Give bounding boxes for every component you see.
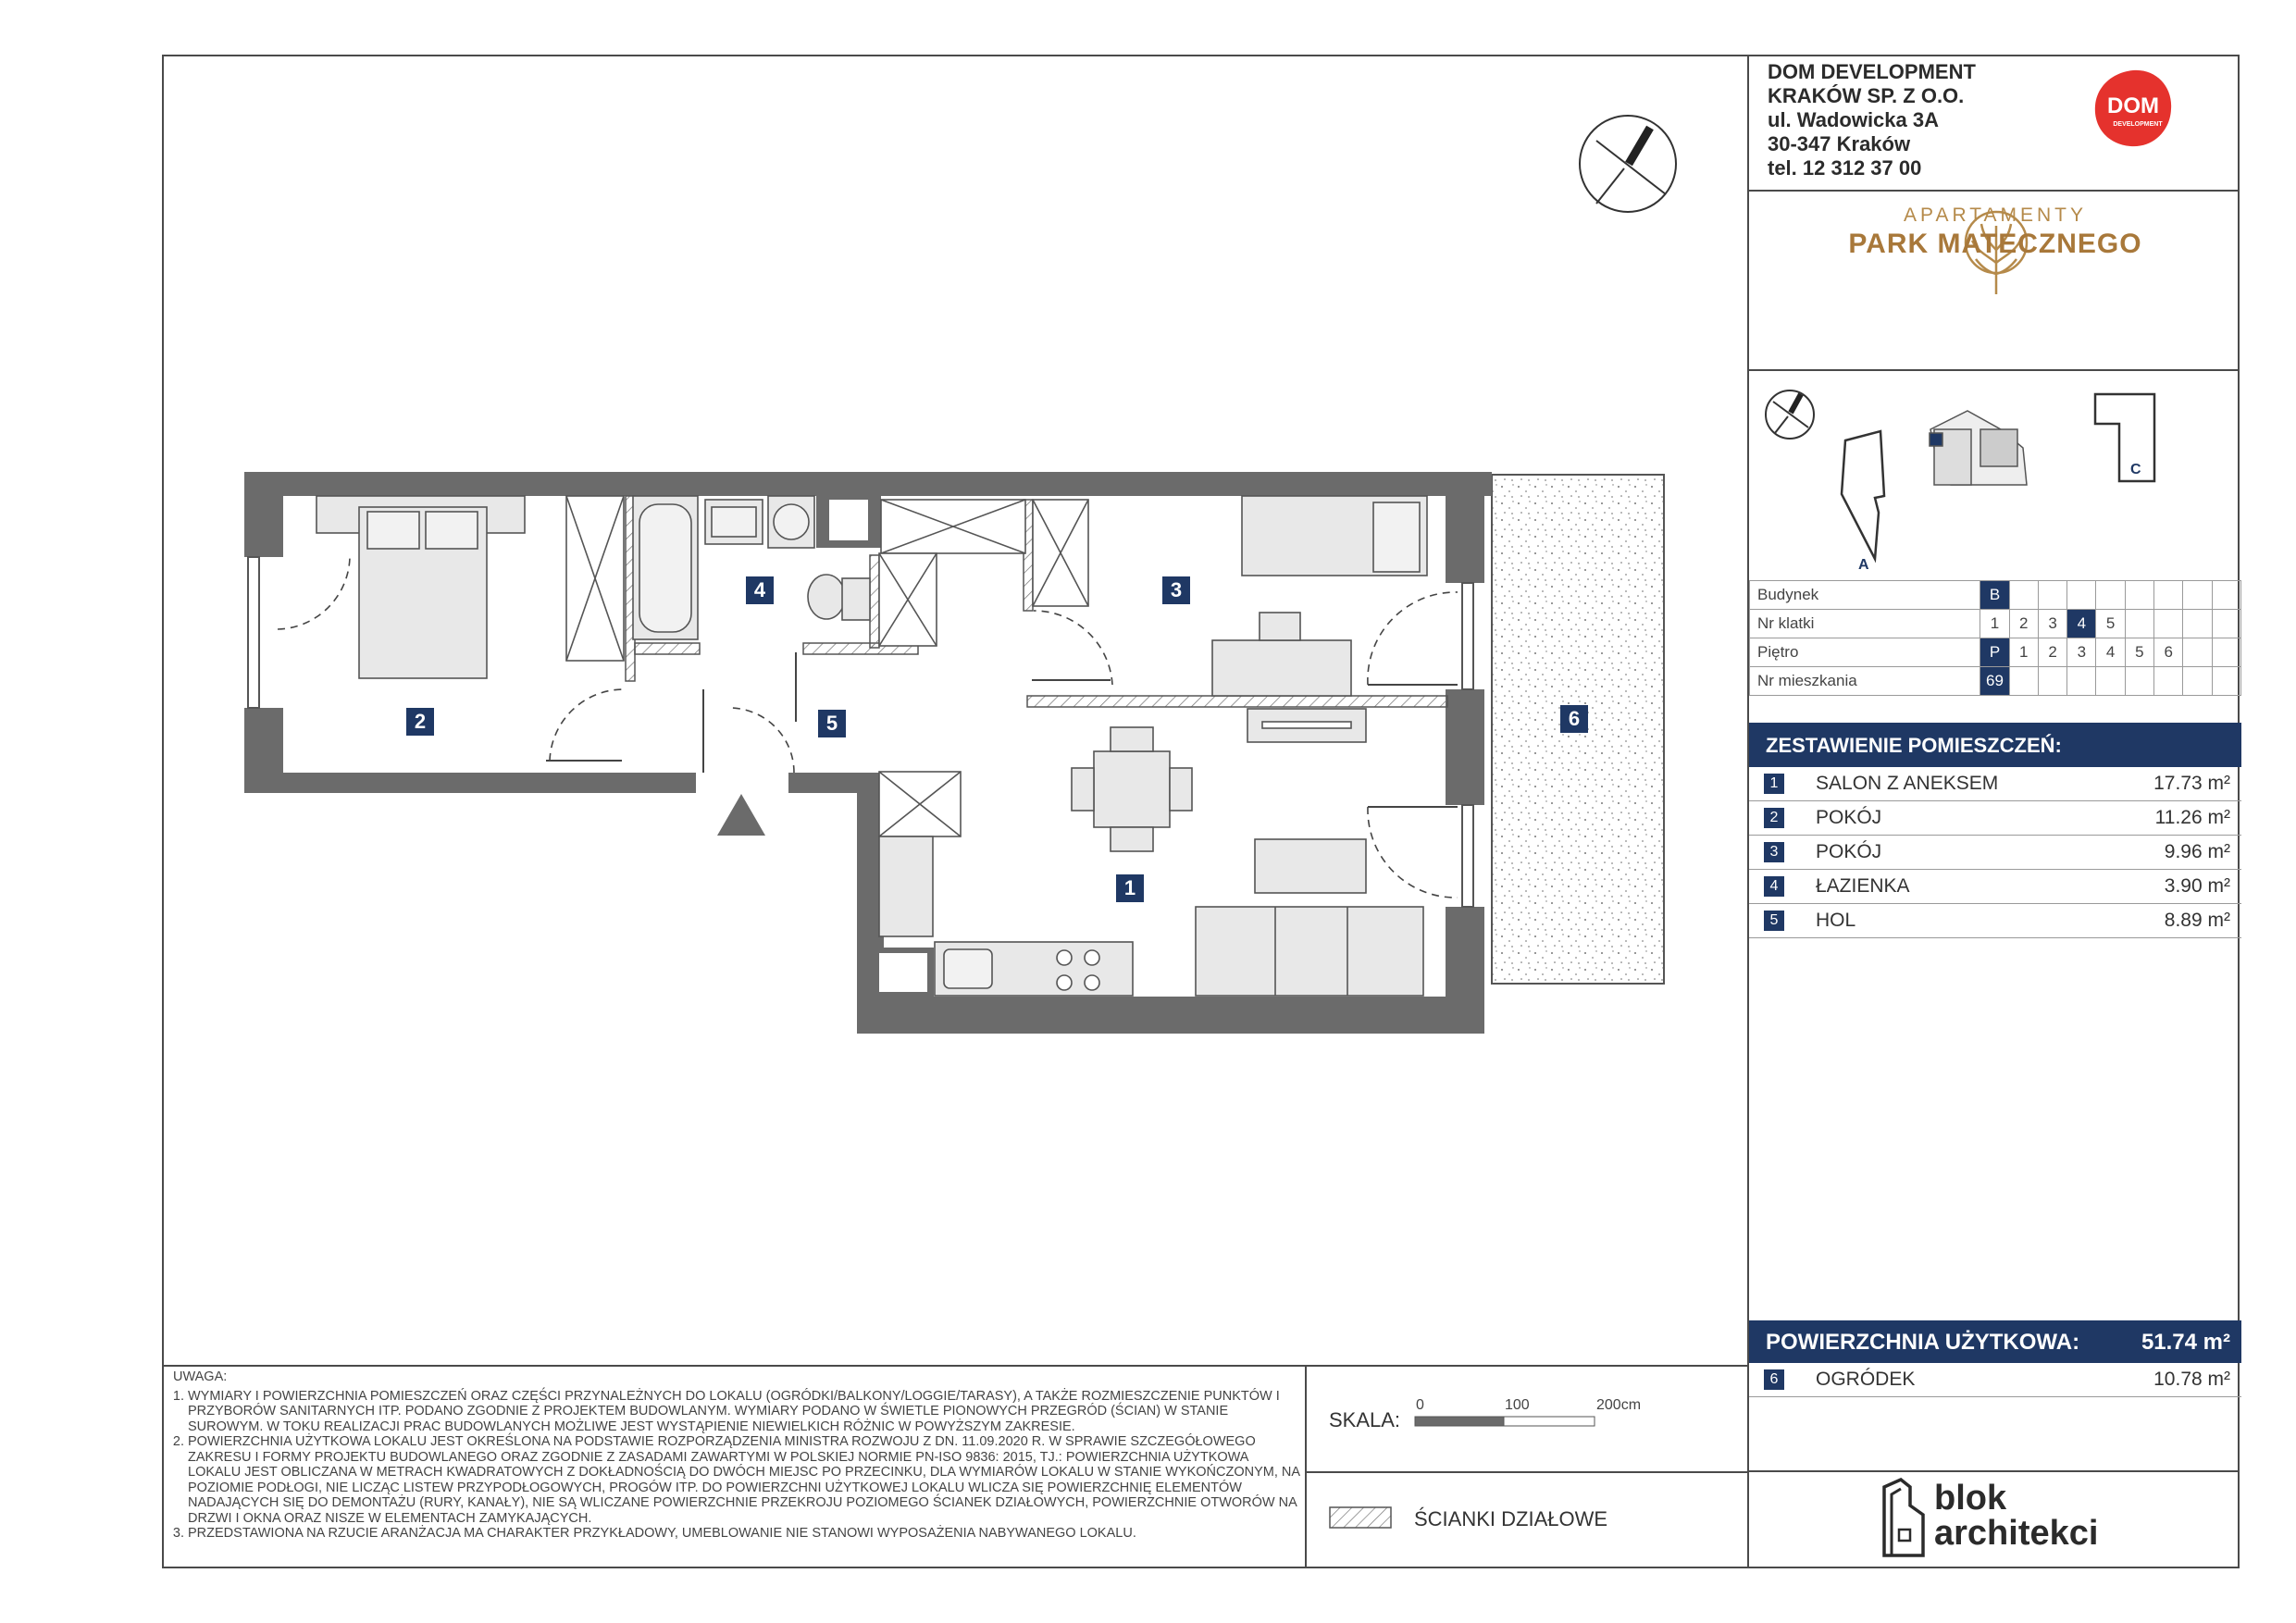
company-phone: tel. 12 312 37 00	[1768, 156, 1922, 180]
info-label: Piętro	[1750, 638, 1980, 667]
architect-line-1: blok	[1934, 1479, 2007, 1518]
svg-text:DOM: DOM	[2107, 93, 2159, 118]
room-name: HOL	[1816, 910, 1856, 931]
info-label: Nr mieszkania	[1750, 667, 1980, 696]
room-name: POKÓJ	[1816, 841, 1882, 862]
room-number: 1	[1764, 774, 1784, 794]
north-arrow-icon	[1580, 116, 1676, 212]
info-cell	[2183, 581, 2212, 610]
info-cell: 4	[2096, 638, 2125, 667]
info-cell	[2212, 581, 2240, 610]
partition-legend-swatch	[1329, 1506, 1394, 1530]
rooms-header: ZESTAWIENIE POMIESZCZEŃ:	[1749, 723, 2241, 767]
notes-title: UWAGA:	[173, 1369, 228, 1384]
company-name: DOM DEVELOPMENT	[1768, 60, 1976, 83]
dom-development-logo	[2091, 67, 2175, 150]
room-number: 2	[1764, 808, 1784, 828]
info-cell	[2009, 581, 2038, 610]
company-name-2: KRAKÓW SP. Z O.O.	[1768, 84, 1965, 107]
notes	[173, 1369, 1302, 1542]
footer-vertical-divider	[1305, 1365, 1307, 1568]
info-cell	[2154, 581, 2183, 610]
room-area: 9.96 m²	[2164, 841, 2230, 862]
room-area: 17.73 m²	[2153, 773, 2230, 794]
room-number: 5	[1764, 911, 1784, 931]
info-cell: 3	[2067, 638, 2096, 667]
svg-text:DEVELOPMENT: DEVELOPMENT	[2113, 121, 2163, 128]
building-a-outline	[1842, 431, 1884, 559]
room-name: SALON Z ANEKSEM	[1816, 773, 1999, 794]
info-cell: 4	[2067, 610, 2096, 638]
room-number: 4	[1764, 876, 1784, 897]
room-name: OGRÓDEK	[1816, 1369, 1916, 1390]
sidebar-divider	[1749, 1470, 2240, 1472]
room-row	[1749, 801, 2241, 836]
company-street: ul. Wadowicka 3A	[1768, 108, 1940, 131]
architect-name	[1934, 1481, 2098, 1551]
info-cell: B	[1980, 581, 2009, 610]
info-cell: 5	[2096, 610, 2125, 638]
info-cell: 5	[2125, 638, 2153, 667]
sidebar	[1747, 55, 2240, 1568]
info-cell: 69	[1980, 667, 2009, 696]
info-cell: 6	[2154, 638, 2183, 667]
room-label-6: 6	[1560, 705, 1588, 733]
entrance-marker-icon	[717, 794, 765, 836]
info-cell	[2096, 581, 2125, 610]
site-plan	[1749, 374, 2241, 577]
room-row	[1749, 904, 2241, 938]
room-area: 11.26 m²	[2154, 807, 2230, 828]
info-cell	[2154, 610, 2183, 638]
info-row-apartment	[1750, 667, 2241, 696]
total-area-value: 51.74 m²	[2141, 1330, 2230, 1355]
info-cell	[2212, 667, 2240, 696]
room-label-5: 5	[818, 710, 846, 737]
scale-tick-200: 200cm	[1596, 1397, 1642, 1413]
info-cell: 1	[1980, 610, 2009, 638]
company-info	[1768, 60, 1976, 180]
scale-label: SKALA:	[1329, 1408, 1401, 1431]
info-cell	[2154, 667, 2183, 696]
info-label: Budynek	[1750, 581, 1980, 610]
info-cell	[2125, 581, 2153, 610]
info-cell	[2096, 667, 2125, 696]
info-cell: 2	[2009, 610, 2038, 638]
brand-line-2: PARK MATECZNEGO	[1848, 229, 2142, 259]
info-cell: 1	[2009, 638, 2038, 667]
building-c-label: C	[2130, 462, 2141, 477]
sidebar-divider	[1749, 190, 2240, 192]
room-row	[1749, 767, 2241, 801]
info-row-staircase	[1750, 610, 2241, 638]
info-cell: P	[1980, 638, 2009, 667]
building-a-label: A	[1858, 557, 1869, 573]
info-cell	[2038, 581, 2066, 610]
info-label: Nr klatki	[1750, 610, 1980, 638]
info-cell	[2183, 610, 2212, 638]
room-number: 3	[1764, 842, 1784, 862]
architect-line-2: architekci	[1934, 1514, 2099, 1553]
info-cell	[2183, 638, 2212, 667]
building-c-outline	[2095, 394, 2154, 481]
rooms-list	[1749, 767, 2241, 938]
room-label-2: 2	[406, 708, 434, 736]
info-cell: 3	[2038, 610, 2066, 638]
total-area-bar	[1749, 1320, 2241, 1363]
site-compass-icon	[1766, 390, 1814, 439]
room-name: POKÓJ	[1816, 807, 1882, 828]
note-item: 3. PRZEDSTAWIONA NA RZUCIE ARANŻACJA MA CHARAKTER PRZYKŁADOWY, UMEBLOWANIE NIE STANOWI WYPOSAŻENIA NABYWANEGO LOKALU.	[188, 1526, 1302, 1542]
room-label-4: 4	[746, 576, 774, 604]
note-item: 2. POWIERZCHNIA UŻYTKOWA LOKALU JEST OKREŚLONA NA PODSTAWIE ROZPORZĄDZENIA MINISTRA ROZWOJU Z DN. 11.09.2020 R. W SPRAWIE SZCZEGÓŁOWEGO ZAKRESU I FORMY PROJEKTU BUDOWLANEGO ORAZ ZGODNIE Z ZASADAMI ZAWARTYMI W POLSKIEJ NORMIE PN-ISO 9836: 2015, TJ.: POWIERZCHNIA UŻYTKOWA LOKALU JEST OBLICZANA W METRACH KWADRATOWYCH Z DOKŁADNOŚCIĄ DO DWÓCH MIEJSC PO PRZECINKU, DLA WYMIARÓW LOKALU W STANIE WYKOŃCZONYM, NA POZIOMIE PODŁOGI, NIE LICZĄC LISTEW PRZYPODŁOGOWYCH, PROGÓW ITP. DO POWIERZCHNI UŻYTKOWEJ LOKALU WLICZA SIĘ POWIERZCHNIĘ ELEMENTÓW NADAJĄCYCH SIĘ DO DEMONTAŻU (RURY, KANAŁY), NIE SĄ WLICZANE POWIERZCHNIE PRZEKROJU POZIOMEGO ŚCIANEK DZIAŁOWYCH, POWIERZCHNIE OTWORÓW NA DRZWI I OKNA ORAZ NISZE W ELEMENTACH ZAMYKAJĄCYCH.	[188, 1434, 1302, 1526]
info-cell	[2125, 610, 2153, 638]
scale-tick-100: 100	[1505, 1397, 1530, 1413]
room-area: 10.78 m²	[2153, 1369, 2230, 1390]
apartment-info-table	[1749, 580, 2241, 696]
total-area-label: POWIERZCHNIA UŻYTKOWA:	[1766, 1330, 2080, 1355]
info-row-floor	[1750, 638, 2241, 667]
blok-architekci-logo-icon	[1879, 1478, 1930, 1559]
room-label-1: 1	[1116, 874, 1144, 902]
room-number: 6	[1764, 1369, 1784, 1390]
info-row-building	[1750, 581, 2241, 610]
info-cell	[2067, 667, 2096, 696]
info-cell	[2067, 581, 2096, 610]
room-area: 3.90 m²	[2164, 875, 2230, 897]
room-row	[1749, 870, 2241, 904]
scale-divider	[1305, 1471, 1747, 1473]
info-cell	[2125, 667, 2153, 696]
company-city: 30-347 Kraków	[1768, 132, 1911, 155]
info-cell	[2038, 667, 2066, 696]
info-cell	[2212, 638, 2240, 667]
garden-row	[1749, 1363, 2241, 1397]
scale-tick-0: 0	[1416, 1397, 1424, 1413]
brand-line-1: APARTAMENTY	[1903, 204, 2088, 226]
partition-legend-label: ŚCIANKI DZIAŁOWE	[1414, 1507, 1608, 1530]
info-cell	[2183, 667, 2212, 696]
info-cell	[2212, 610, 2240, 638]
room-area: 8.89 m²	[2164, 910, 2230, 931]
info-cell: 2	[2038, 638, 2066, 667]
sidebar-divider	[1749, 369, 2240, 371]
room-label-3: 3	[1162, 576, 1190, 604]
footer-divider	[162, 1365, 1747, 1367]
scale-bar	[1414, 1416, 1599, 1429]
room-name: ŁAZIENKA	[1816, 875, 1910, 897]
brand	[1749, 204, 2241, 260]
note-item: 1. WYMIARY I POWIERZCHNIA POMIESZCZEŃ ORAZ CZĘŚCI PRZYNALEŻNYCH DO LOKALU (OGRÓDKI/BALKONY/LOGGIE/TARASY), A TAKŻE ROZMIESZCZENIE PUNKTÓW I PRZYBORÓW SANITARNYCH ITP. PODANO ZGODNIE Z PROJEKTEM BUDOWLANYM. WYMIARY PODANO W ŚWIETLE PIONOWYCH PRZEGRÓD (ŚCIAN) W STANIE SUROWYM. W TOKU REALIZACJI PRAC BUDOWLANYCH MOŻLIWE JEST WYSTĄPIENIE NIEWIELKICH RÓŻNIC W POWYŻSZYM ZAKRESIE.	[188, 1389, 1302, 1435]
info-cell	[2009, 667, 2038, 696]
room-row	[1749, 836, 2241, 870]
